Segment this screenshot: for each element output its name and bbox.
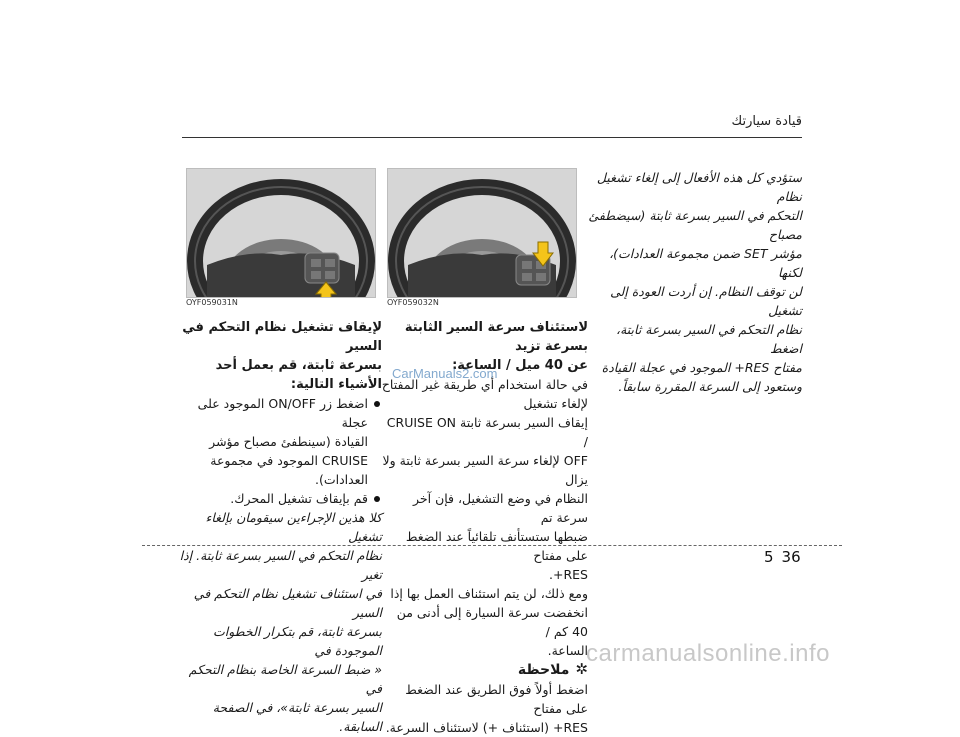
text-line: التحكم في السير بسرعة ثابتة (سيضطفئ مصباح xyxy=(588,208,802,242)
section-title: لاستئناف سرعة السير الثابتة بسرعة تزيد عن 40 ميل / الساعة: xyxy=(404,320,588,373)
image-caption: OYF059031N xyxy=(186,298,238,307)
chapter-number: 5 xyxy=(764,548,774,566)
italic-note: كلا هذين الإجراءين سيقومان بإلغاء تشغيل نظام التحكم في السير بسرعة ثابتة. إذا تغير في استئناف تشغيل نظام التحكم في السير بسرعة ثابتة، قم بتكرار الخطوات الموجودة في « ضبط السرعة الخاصة بنظام التحكم في السير بسرعة ثابتة»، في الصفحة السابقة. xyxy=(179,510,382,734)
text-line: في حالة استخدام أي طريقة غير المفتاح لإلغاء تشغيل xyxy=(381,377,588,411)
text-line: ضبطها ستستأنف تلقائياً عند الضغط على مفتاح xyxy=(405,529,588,563)
text-line: اضغط أولاً فوق الطريق عند الضغط على مفتاح xyxy=(405,682,588,716)
page-index: 36 xyxy=(781,548,801,566)
steering-wheel-image-onoff xyxy=(186,168,376,298)
arrow-up-icon xyxy=(315,281,337,298)
header-divider xyxy=(182,137,802,138)
steering-wheel-image-res xyxy=(387,168,577,298)
text-line: ومع ذلك، لن يتم استئناف العمل بها إذا xyxy=(390,586,588,601)
inline-watermark: CarManuals2.com xyxy=(392,366,498,381)
page-number xyxy=(764,548,801,566)
section-title: لإيقاف تشغيل نظام التحكم في السير بسرعة ثابتة، قم بعمل أحد الأشياء التالية: xyxy=(182,320,382,392)
text-line: انخفضت سرعة السيارة إلى أدنى من 40 كم / xyxy=(396,605,588,639)
image-caption: OYF059032N xyxy=(387,298,439,307)
note-heading: ✲ملاحظة xyxy=(517,660,588,678)
footer-divider xyxy=(142,545,842,546)
text-line: النظام في وضع التشغيل، فإن آخر سرعة تم xyxy=(413,491,588,525)
text-line: OFF لإلغاء سرعة السير بسرعة ثابتة ولا يزال xyxy=(382,453,588,487)
note-star-icon: ✲ xyxy=(575,660,588,678)
text-line: RES+ (استئناف +) لاستئناف السرعة. xyxy=(385,720,588,735)
text-line: لن توقف النظام. إن أردت العودة إلى تشغيل xyxy=(610,284,802,318)
text-line: مؤشر SET ضمن مجموعة العدادات)، لكنها xyxy=(609,246,802,280)
bullet-item: قم بإيقاف تشغيل المحرك. xyxy=(177,489,382,508)
text-line: نظام التحكم في السير بسرعة ثابتة، اضغط xyxy=(616,322,802,356)
page-header-title: قيادة سيارتك xyxy=(731,114,802,129)
left-column-text xyxy=(177,318,382,736)
text-line: الساعة. xyxy=(547,643,588,658)
bullet-item: اضغط زر ON/OFF الموجود على عجلة القيادة (سينطفئ مصباح مؤشر CRUISE الموجود في مجموعة العدادات). xyxy=(177,394,382,489)
text-line: مفتاح RES+ الموجود في عجلة القيادة xyxy=(601,360,802,375)
text-line: ستؤدي كل هذه الأفعال إلى إلغاء تشغيل نظام xyxy=(596,170,802,204)
footer-watermark: carmanualsonline.info xyxy=(586,640,830,667)
middle-column-text xyxy=(380,318,588,737)
arrow-down-icon xyxy=(532,241,554,267)
text-line: وستعود إلى السرعة المقررة سابقاً. xyxy=(618,379,802,394)
right-column-text xyxy=(587,168,802,396)
text-line: RES+. xyxy=(549,567,588,582)
text-line: إيقاف السير بسرعة ثابتة CRUISE ON / xyxy=(386,415,588,449)
